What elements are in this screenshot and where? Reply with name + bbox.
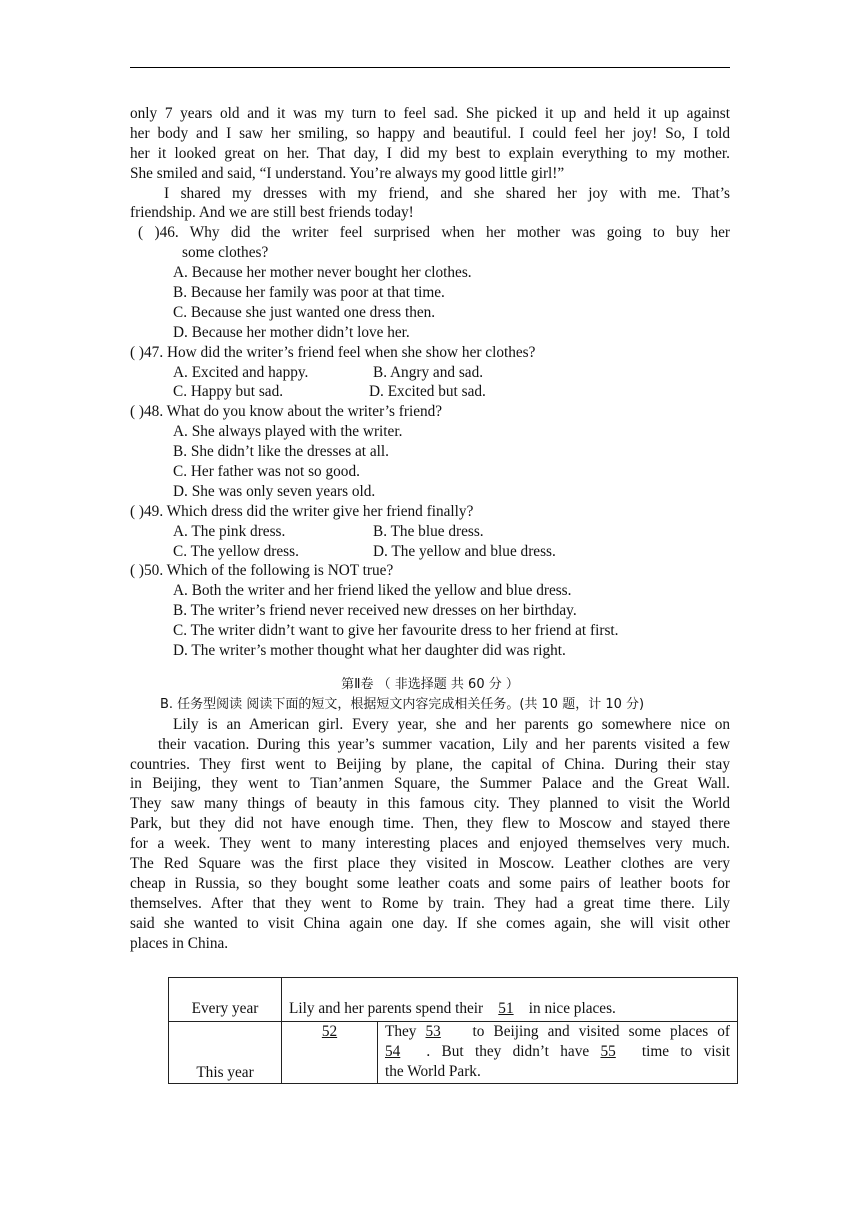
passage-line: The Red Square was the first place they visited in Moscow. Leather clothes are very bbox=[130, 854, 730, 872]
option-d: D. Excited but sad. bbox=[369, 383, 486, 401]
option-c: C. Her father was not so good. bbox=[173, 463, 360, 481]
question-stem-cont: some clothes? bbox=[182, 244, 269, 262]
option-b: B. The writer’s friend never received new dresses on her birthday. bbox=[173, 602, 577, 620]
option-d: D. The yellow and blue dress. bbox=[373, 542, 556, 560]
passage-line: Park, but they did not have enough time. Then, they flew to Moscow and stayed there bbox=[130, 815, 730, 833]
row-label-this-year: This year bbox=[169, 1022, 282, 1084]
blank-54[interactable]: 54 bbox=[385, 1042, 401, 1060]
option-a: A. She always played with the writer. bbox=[173, 423, 403, 441]
option-d: D. Because her mother didn’t love her. bbox=[173, 323, 410, 341]
question-50 bbox=[130, 561, 730, 660]
option-b: B. She didn’t like the dresses at all. bbox=[173, 443, 389, 461]
cell-text: Lily and her parents spend their bbox=[289, 1000, 487, 1017]
question-46 bbox=[130, 223, 730, 342]
page-content bbox=[130, 104, 730, 953]
passage-line: her body and I saw her smiling, so happy and beautiful. I could feel her joy! So, I told bbox=[130, 124, 730, 142]
answer-paren[interactable]: ( ) bbox=[130, 502, 145, 520]
passage-line: their vacation. During this year’s summer vacation, Lily and her parents visited a few bbox=[158, 735, 730, 753]
passage-line: for a week. They went to many interesting places and enjoyed themselves very much. bbox=[130, 835, 730, 853]
section-title: 第Ⅱ卷 （ 非选择题 共 60 分 ） bbox=[341, 676, 519, 692]
blank-51[interactable]: 51 bbox=[498, 1000, 514, 1017]
row-label-every-year: Every year bbox=[169, 978, 282, 1022]
answer-paren[interactable]: ( ) bbox=[130, 562, 145, 580]
question-48 bbox=[130, 402, 730, 501]
option-d: D. She was only seven years old. bbox=[173, 482, 376, 500]
question-stem: 47. How did the writer’s friend feel when she show her clothes? bbox=[144, 343, 536, 361]
passage-line: Lily is an American girl. Every year, she and her parents go somewhere nice on bbox=[173, 715, 730, 733]
option-b: B. The blue dress. bbox=[373, 522, 484, 540]
option-c: C. The writer didn’t want to give her favourite dress to her friend at first. bbox=[173, 622, 619, 640]
option-c: C. The yellow dress. bbox=[173, 542, 299, 560]
question-stem: 46. Why did the writer feel surprised when her mother was going to buy her bbox=[159, 224, 730, 242]
passage-line: places in China. bbox=[130, 934, 229, 952]
passage-line: She smiled and said, “I understand. You’re always my good little girl!” bbox=[130, 164, 565, 182]
option-c: C. Because she just wanted one dress then. bbox=[173, 303, 436, 321]
question-stem: 49. Which dress did the writer give her friend finally? bbox=[144, 502, 474, 520]
passage-line: They saw many things of beauty in this famous city. They planned to visit the World bbox=[130, 795, 730, 813]
section-instruction: B. 任务型阅读 阅读下面的短文，根据短文内容完成相关任务。(共 10 题，计 10 分) bbox=[160, 696, 645, 712]
option-a: A. The pink dress. bbox=[173, 522, 286, 540]
cell-this-year-detail: They 53 to Beijing and visited some places of 54 . But they didn’t have 55 time to visit the World Park. bbox=[378, 1022, 738, 1084]
passage-line: friendship. And we are still best friends today! bbox=[130, 204, 414, 222]
option-b: B. Angry and sad. bbox=[373, 363, 484, 381]
passage-2 bbox=[130, 715, 730, 954]
task-table bbox=[168, 977, 738, 1084]
answer-paren[interactable]: ( ) bbox=[138, 224, 160, 242]
blank-52[interactable]: 52 bbox=[321, 1023, 338, 1040]
header-rule bbox=[130, 67, 730, 68]
question-stem: 50. Which of the following is NOT true? bbox=[144, 562, 394, 580]
cell-52 bbox=[282, 1022, 378, 1084]
cell-text: in nice places. bbox=[524, 1000, 616, 1017]
answer-paren[interactable]: ( ) bbox=[130, 403, 145, 421]
passage-line: countries. They first went to Beijing by plane, the capital of China. During their stay bbox=[130, 755, 730, 773]
row-cell-every-year bbox=[282, 978, 738, 1022]
option-a: A. Excited and happy. bbox=[173, 363, 309, 381]
option-c: C. Happy but sad. bbox=[173, 383, 284, 401]
passage-line: cheap in Russia, so they bought some leather coats and some pairs of leather boots for bbox=[130, 874, 730, 892]
question-47 bbox=[130, 343, 730, 403]
blank-53[interactable]: 53 bbox=[425, 1023, 441, 1040]
passage-line: her it looked great on her. That day, I did my best to explain everything to my mother. bbox=[130, 144, 730, 162]
passage-end bbox=[130, 104, 730, 223]
question-stem: 48. What do you know about the writer’s friend? bbox=[144, 403, 443, 421]
passage-line: in Beijing, they went to Tian’anmen Square, the Summer Palace and the Great Wall. bbox=[130, 775, 730, 793]
question-49 bbox=[130, 502, 730, 562]
blank-55[interactable]: 55 bbox=[600, 1042, 616, 1060]
passage-line: said she wanted to visit China again one day. If she comes again, she will visit other bbox=[130, 914, 730, 932]
option-a: A. Both the writer and her friend liked the yellow and blue dress. bbox=[173, 582, 572, 600]
passage-line: I shared my dresses with my friend, and she shared her joy with me. That’s bbox=[164, 184, 730, 202]
option-a: A. Because her mother never bought her clothes. bbox=[173, 264, 472, 282]
option-d: D. The writer’s mother thought what her daughter did was right. bbox=[173, 642, 566, 660]
passage-line: only 7 years old and it was my turn to feel sad. She picked it up and held it up against bbox=[130, 105, 730, 122]
passage-line: themselves. After that they went to Rome by train. They had a great time there. Lily bbox=[130, 894, 730, 912]
option-b: B. Because her family was poor at that time. bbox=[173, 284, 445, 302]
answer-paren[interactable]: ( ) bbox=[130, 343, 145, 361]
